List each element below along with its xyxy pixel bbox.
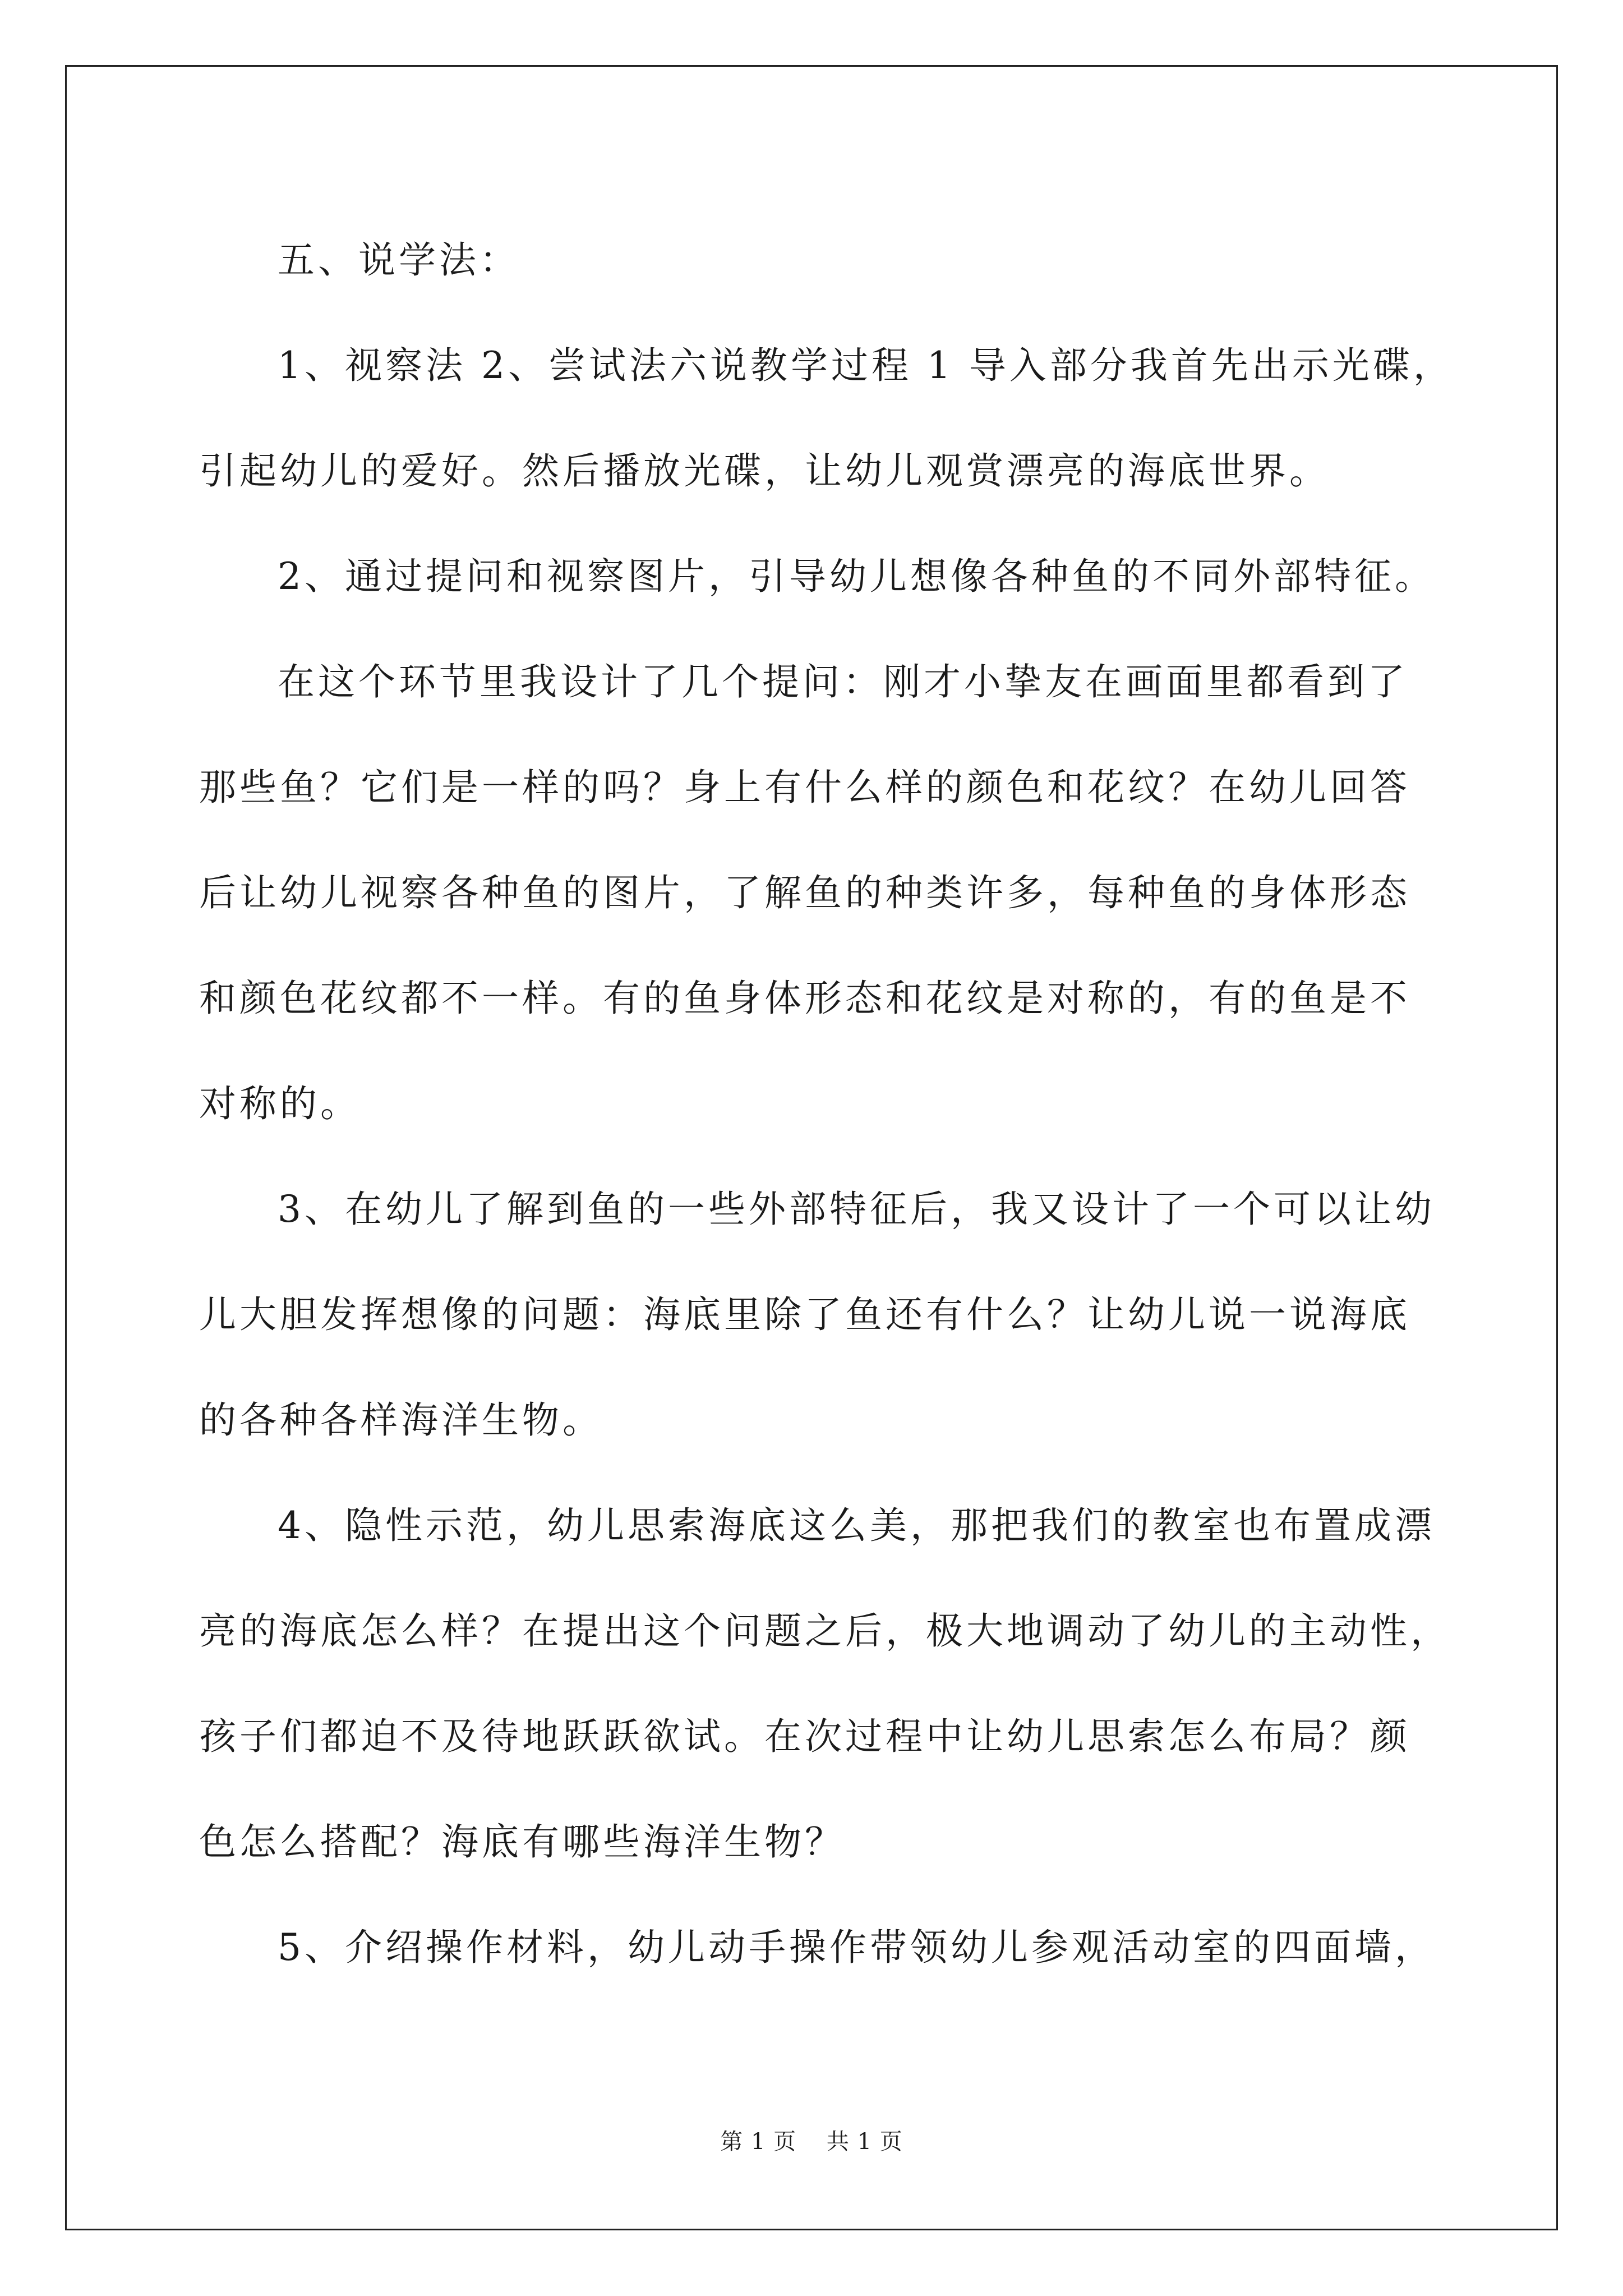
page-total: 共 1 页 — [826, 2129, 903, 2155]
text-line: 亮的海底怎么样？在提出这个问题之后，极大地调动了幼儿的主动性， — [199, 1609, 1451, 1653]
text-line: 4、隐性示范，幼儿思索海底这么美，那把我们的教室也布置成漂 — [278, 1504, 1435, 1547]
text-line: 对称的。 — [199, 1082, 361, 1125]
text-line: 五、说学法： — [278, 238, 520, 282]
text-line: 5、介绍操作材料，幼儿动手操作带领幼儿参观活动室的四面墙， — [278, 1926, 1435, 1969]
text-line: 在这个环节里我设计了几个提问：刚才小挚友在画面里都看到了 — [278, 660, 1408, 703]
text-line: 那些鱼？它们是一样的吗？身上有什么样的颜色和花纹？在幼儿回答 — [199, 766, 1410, 809]
page-footer — [0, 2125, 1623, 2159]
text-line: 后让幼儿视察各种鱼的图片，了解鱼的种类许多，每种鱼的身体形态 — [199, 871, 1410, 914]
text-line: 儿大胆发挥想像的问题：海底里除了鱼还有什么？让幼儿说一说海底 — [199, 1293, 1410, 1336]
text-line: 引起幼儿的爱好。然后播放光碟，让幼儿观赏漂亮的海底世界。 — [199, 449, 1330, 493]
text-line: 孩子们都迫不及待地跃跃欲试。在次过程中让幼儿思索怎么布局？颜 — [199, 1715, 1410, 1758]
text-line: 1、视察法 2、尝试法六说教学过程 1 导入部分我首先出示光碟， — [278, 344, 1454, 387]
text-line: 3、在幼儿了解到鱼的一些外部特征后，我又设计了一个可以让幼 — [278, 1188, 1435, 1231]
document-body — [199, 208, 1453, 2000]
text-line: 和颜色花纹都不一样。有的鱼身体形态和花纹是对称的，有的鱼是不 — [199, 977, 1410, 1020]
text-line: 色怎么搭配？海底有哪些海洋生物？ — [199, 1820, 845, 1864]
text-line: 的各种各样海洋生物。 — [199, 1398, 603, 1442]
text-line: 2、通过提问和视察图片，引导幼儿想像各种鱼的不同外部特征。 — [278, 555, 1435, 598]
page-number: 第 1 页 — [720, 2129, 797, 2155]
